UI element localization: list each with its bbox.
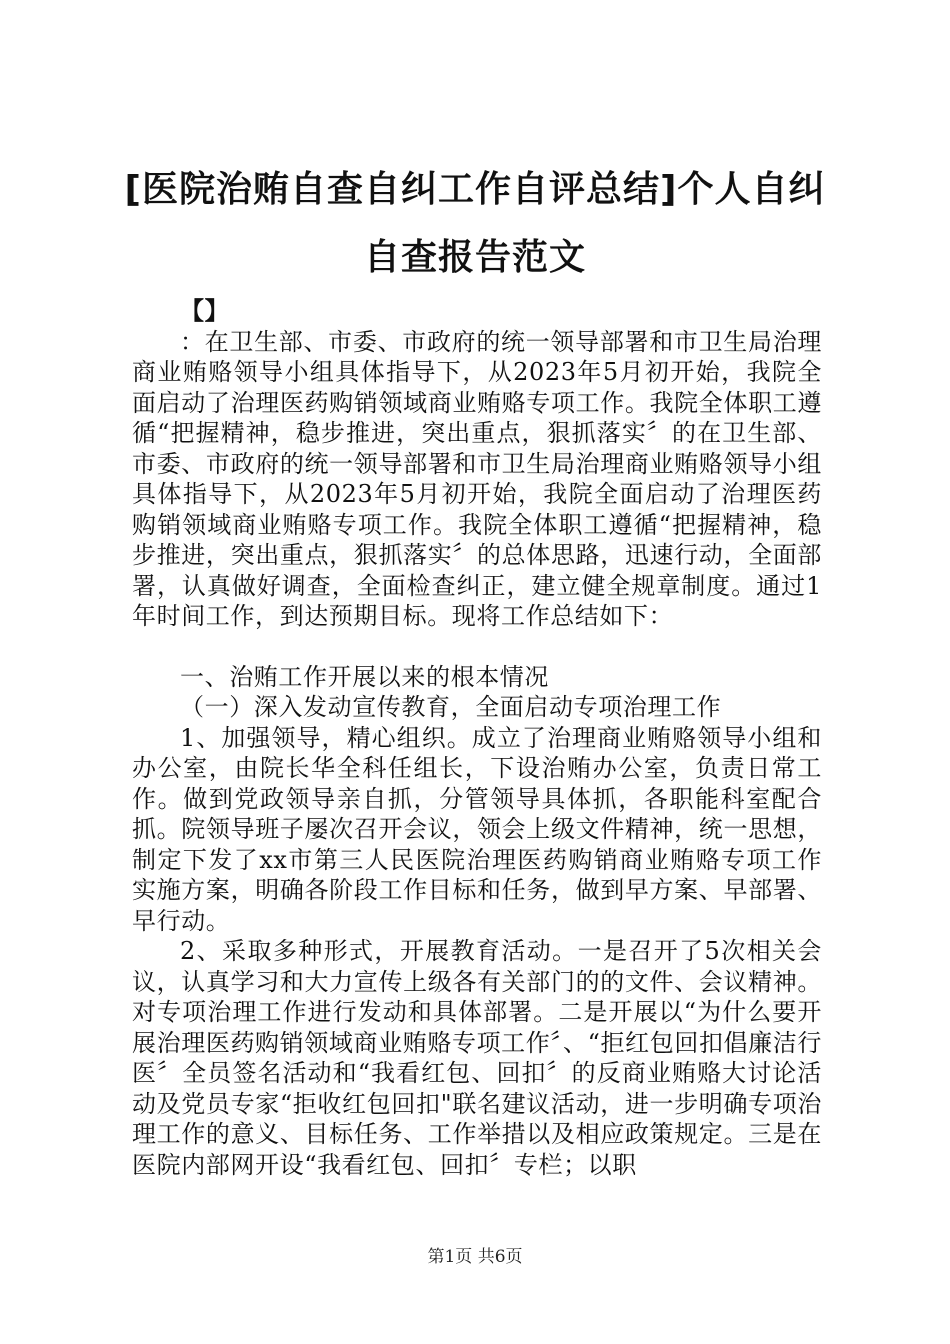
intro-paragraph: ：在卫生部、市委、市政府的统一领导部署和市卫生局治理商业贿赂领导小组具体指导下，从2023年5月初开始，我院全面启动了治理医药购销领域商业贿赂专项工作。我院全体职工遵循“把握精神，稳步推进，突出重点，狠抓落实〞的在卫生部、市委、市政府的统一领导部署和市卫生局治理商业贿赂领导小组具体指导下，从2023年5月初开始，我院全面启动了治理医药购销领域商业贿赂专项工作。我院全体职工遵循“把握精神，稳步推进，突出重点，狠抓落实〞的总体思路，迅速行动，全面部署，认真做好调查，全面检查纠正，建立健全规章制度。通过1年时间工作，到达预期目标。现将工作总结如下：: [132, 327, 822, 630]
subsection-heading: （一）深入发动宣传教育，全面启动专项治理工作: [180, 693, 722, 721]
bracket-marker: 【】: [180, 297, 230, 325]
section-heading: 一、治贿工作开展以来的根本情况: [180, 662, 549, 691]
document-title: [医院治贿自查自纠工作自评总结]个人自纠自查报告范文: [124, 169, 826, 278]
paragraph-spacer: [132, 632, 822, 662]
body-paragraph-2: 2、采取多种形式，开展教育活动。一是召开了5次相关会议，认真学习和大力宣传上级各有关部门的的文件、会议精神。对专项治理工作进行发动和具体部署。二是开展以“为什么要开展治理医药购销领域商业贿赂专项工作〞、“拒红包回扣倡廉洁行医〞全员签名活动和“我看红包、回扣〞的反商业贿赂大讨论活动及党员专家“拒收红包回扣"联名建议活动，进一步明确专项治理工作的意义、目标任务、工作举措以及相应政策规定。三是在医院内部网开设“我看红包、回扣〞专栏；以职: [132, 937, 822, 1179]
document-body: [132, 296, 822, 1180]
page-footer: 第1页 共6页: [427, 1247, 523, 1267]
body-paragraph-1: 1、加强领导，精心组织。成立了治理商业贿赂领导小组和办公室，由院长华全科任组长，下设治贿办公室，负责日常工作。做到党政领导亲自抓，分管领导具体抓，各职能科室配合抓。院领导班子屡次召开会议，领会上级文件精神，统一思想，制定下发了xx市第三人民医院治理医药购销商业贿赂专项工作实施方案，明确各阶段工作目标和任务，做到早方案、早部署、早行动。: [132, 723, 822, 935]
